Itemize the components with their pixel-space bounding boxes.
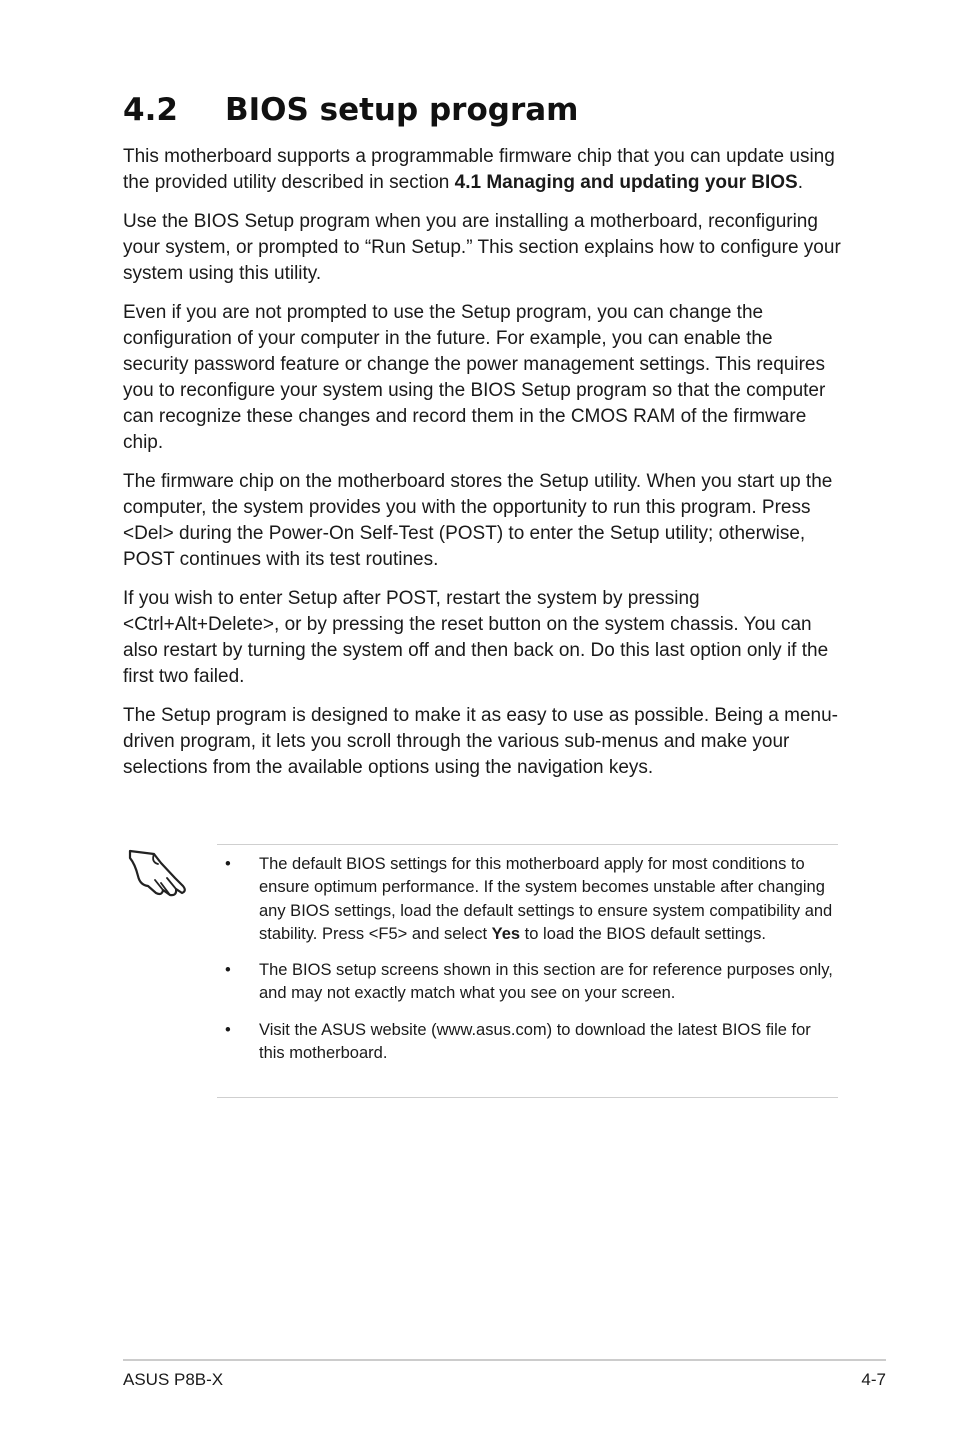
note-item-asus-website (217, 1019, 838, 1066)
paragraph-intro-end: . (797, 172, 803, 193)
note-list (217, 853, 838, 1078)
paragraph-configuration: Even if you are not prompted to use the Setup program, you can change the configuration of your computer in the future. For example, you can enable the security password feature or change the power management settings. This requires you to reconfigure your system using the BIOS Setup program so that the computer can recognize these changes and record them in the CMOS RAM of the firmware chip. (123, 302, 826, 453)
note-text-end: to load the BIOS default settings. (520, 924, 766, 943)
paragraph-intro (123, 144, 843, 196)
paragraph-intro-text: This motherboard supports a programmable firmware chip that you can update using the provided utility described in section (123, 146, 835, 193)
section-number: 4.2 (123, 92, 178, 128)
note-item-reference-screens (217, 959, 838, 1006)
footer-product-name: ASUS P8B-X (123, 1370, 224, 1389)
paragraph-usage: Use the BIOS Setup program when you are installing a motherboard, reconfiguring your system, or prompted to “Run Setup.” This section explains how to configure your system using this utility. (123, 211, 841, 284)
section-heading (123, 88, 578, 132)
note-text: Visit the ASUS website (www.asus.com) to download the latest BIOS file for this motherboard. (259, 1020, 811, 1063)
section-title: BIOS setup program (225, 92, 579, 128)
note-text: The BIOS setup screens shown in this section are for reference purposes only, and may not exactly match what you see on your screen. (259, 961, 833, 1003)
note-box (217, 844, 838, 1098)
note-text: The default BIOS settings for this motherboard apply for most conditions to ensure optimum performance. If the system becomes unstable after changing any BIOS settings, load the default settings to ensure system compatibility and stability. Press <F5> and select (259, 855, 833, 943)
footer-divider (123, 1359, 886, 1361)
bullet: • (225, 1020, 231, 1039)
pointing-hand-icon (127, 842, 189, 900)
body-text (123, 144, 843, 794)
paragraph-restart: If you wish to enter Setup after POST, restart the system by pressing <Ctrl+Alt+Delete>, or by pressing the reset button on the system chassis. You can also restart by turning the system off and then back on. Do this last option only if the first two failed. (123, 588, 829, 687)
note-yes-option: Yes (491, 924, 521, 943)
footer-page-number: 4-7 (861, 1370, 886, 1389)
paragraph-navigation: The Setup program is designed to make it as easy to use as possible. Being a menu-driven program, it lets you scroll through the various sub-menus and make your selections from the available options using the navigation keys. (123, 705, 839, 778)
paragraph-firmware: The firmware chip on the motherboard stores the Setup utility. When you start up the computer, the system provides you with the opportunity to run this program. Press <Del> during the Power-On Self-Test (POST) to enter the Setup utility; otherwise, POST continues with its test routines. (123, 471, 833, 570)
note-item-default-settings (217, 853, 838, 946)
bullet: • (225, 961, 231, 980)
bullet: • (225, 855, 231, 873)
section-reference: 4.1 Managing and updating your BIOS (454, 172, 798, 193)
